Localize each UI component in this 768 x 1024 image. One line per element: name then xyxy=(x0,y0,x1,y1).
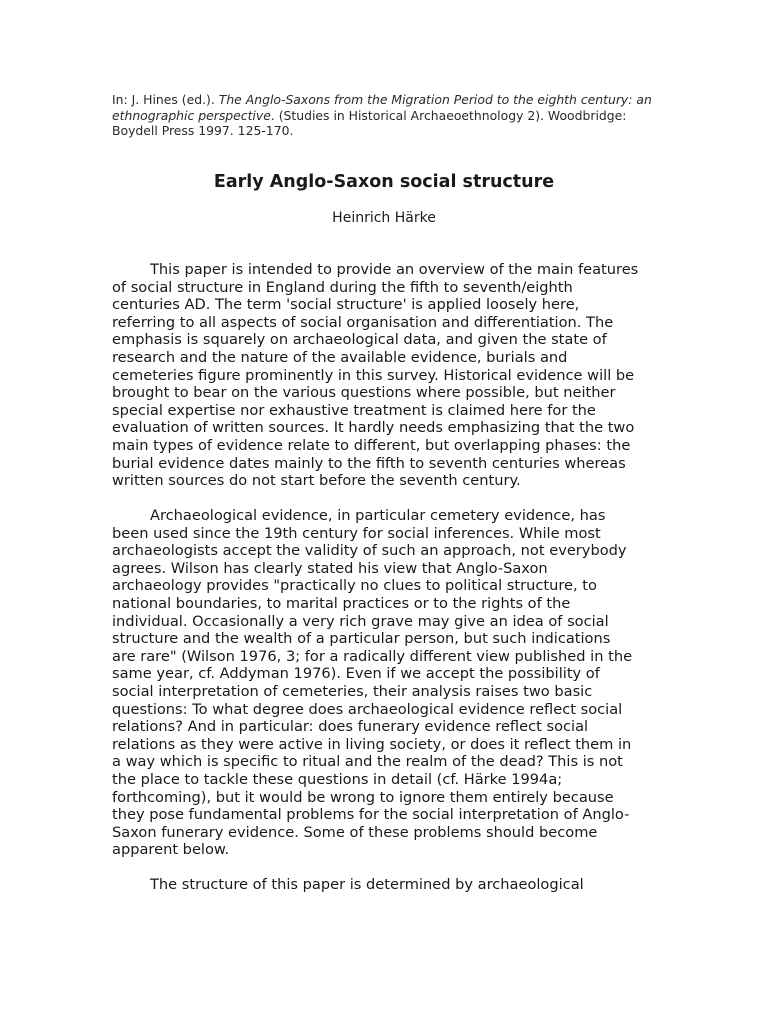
paragraph-line: research and the nature of the available evidence, burials and xyxy=(112,348,568,366)
paragraph-line: burial evidence dates mainly to the fifth to seventh centuries whereas xyxy=(112,454,626,472)
paragraph-line: structure and the wealth of a particular person, but such indications xyxy=(112,630,611,648)
paragraph-2 xyxy=(112,507,658,859)
paragraph-line: archaeologists accept the validity of such an approach, not everybody xyxy=(112,542,627,560)
paragraph-line: a way which is specific to ritual and the realm of the dead? This is not xyxy=(112,753,623,771)
paragraph-line: relations as they were active in living society, or does it reflect them in xyxy=(112,735,632,753)
paragraph-line: are rare" (Wilson 1976, 3; for a radically different view published in the xyxy=(112,647,633,665)
paragraph-line: been used since the 19th century for social inferences. While most xyxy=(112,524,601,542)
paragraph-1 xyxy=(112,261,658,490)
paragraph-line: individual. Occasionally a very rich grave may give an idea of social xyxy=(112,612,609,630)
paper-title: Early Anglo-Saxon social structure xyxy=(213,172,555,192)
paragraph-line: social interpretation of cemeteries, their analysis raises two basic xyxy=(112,682,593,700)
paragraph-line: evaluation of written sources. It hardly needs emphasizing that the two xyxy=(112,419,635,437)
paragraph-line: Saxon funerary evidence. Some of these problems should become xyxy=(112,823,598,841)
paragraph-line: written sources do not start before the seventh century. xyxy=(112,472,521,490)
paragraph-line: national boundaries, to marital practices or to the rights of the xyxy=(112,594,571,612)
citation xyxy=(112,92,672,139)
citation-suffix: . (Studies in Historical Archaeoethnology 2). Woodbridge: Boydell Press 1997. 125-170. xyxy=(112,107,627,139)
paragraph-3 xyxy=(112,876,658,894)
paragraph-line: Archaeological evidence, in particular cemetery evidence, has xyxy=(150,507,606,524)
paragraph-line: of social structure in England during the fifth to seventh/eighth xyxy=(112,278,573,296)
paragraph-line: same year, cf. Addyman 1976). Even if we accept the possibility of xyxy=(112,665,600,683)
paragraph-line: archaeology provides "practically no clues to political structure, to xyxy=(112,577,597,595)
paragraph-line: apparent below. xyxy=(112,841,230,859)
paragraph-line: centuries AD. The term 'social structure' is applied loosely here, xyxy=(112,296,580,314)
paragraph-line: The structure of this paper is determined by archaeological xyxy=(150,876,584,893)
paper-author: Heinrich Härke xyxy=(332,210,436,226)
paragraph-line: the place to tackle these questions in detail (cf. Härke 1994a; xyxy=(112,770,563,788)
paragraph-line: brought to bear on the various questions where possible, but neither xyxy=(112,384,616,402)
citation-book-title: The Anglo-Saxons from the Migration Period to the eighth century: an ethnographic perspective xyxy=(112,92,652,123)
paragraph-line: forthcoming), but it would be wrong to ignore them entirely because xyxy=(112,788,614,806)
paragraph-line: relations? And in particular: does funerary evidence reflect social xyxy=(112,718,589,736)
paragraph-line: emphasis is squarely on archaeological data, and given the state of xyxy=(112,331,607,349)
paragraph-line: questions: To what degree does archaeological evidence reflect social xyxy=(112,700,623,718)
paragraph-line: referring to all aspects of social organisation and differentiation. The xyxy=(112,313,614,331)
paragraph-line: This paper is intended to provide an overview of the main features xyxy=(150,261,639,278)
citation-prefix: In: J. Hines (ed.). xyxy=(112,92,219,107)
paragraph-line: they pose fundamental problems for the social interpretation of Anglo- xyxy=(112,806,630,824)
paragraph-line: main types of evidence relate to different, but overlapping phases: the xyxy=(112,436,631,454)
paragraph-line: cemeteries figure prominently in this survey. Historical evidence will be xyxy=(112,366,635,384)
paragraph-line: special expertise nor exhaustive treatment is claimed here for the xyxy=(112,401,596,419)
paragraph-line: agrees. Wilson has clearly stated his view that Anglo-Saxon xyxy=(112,559,548,577)
